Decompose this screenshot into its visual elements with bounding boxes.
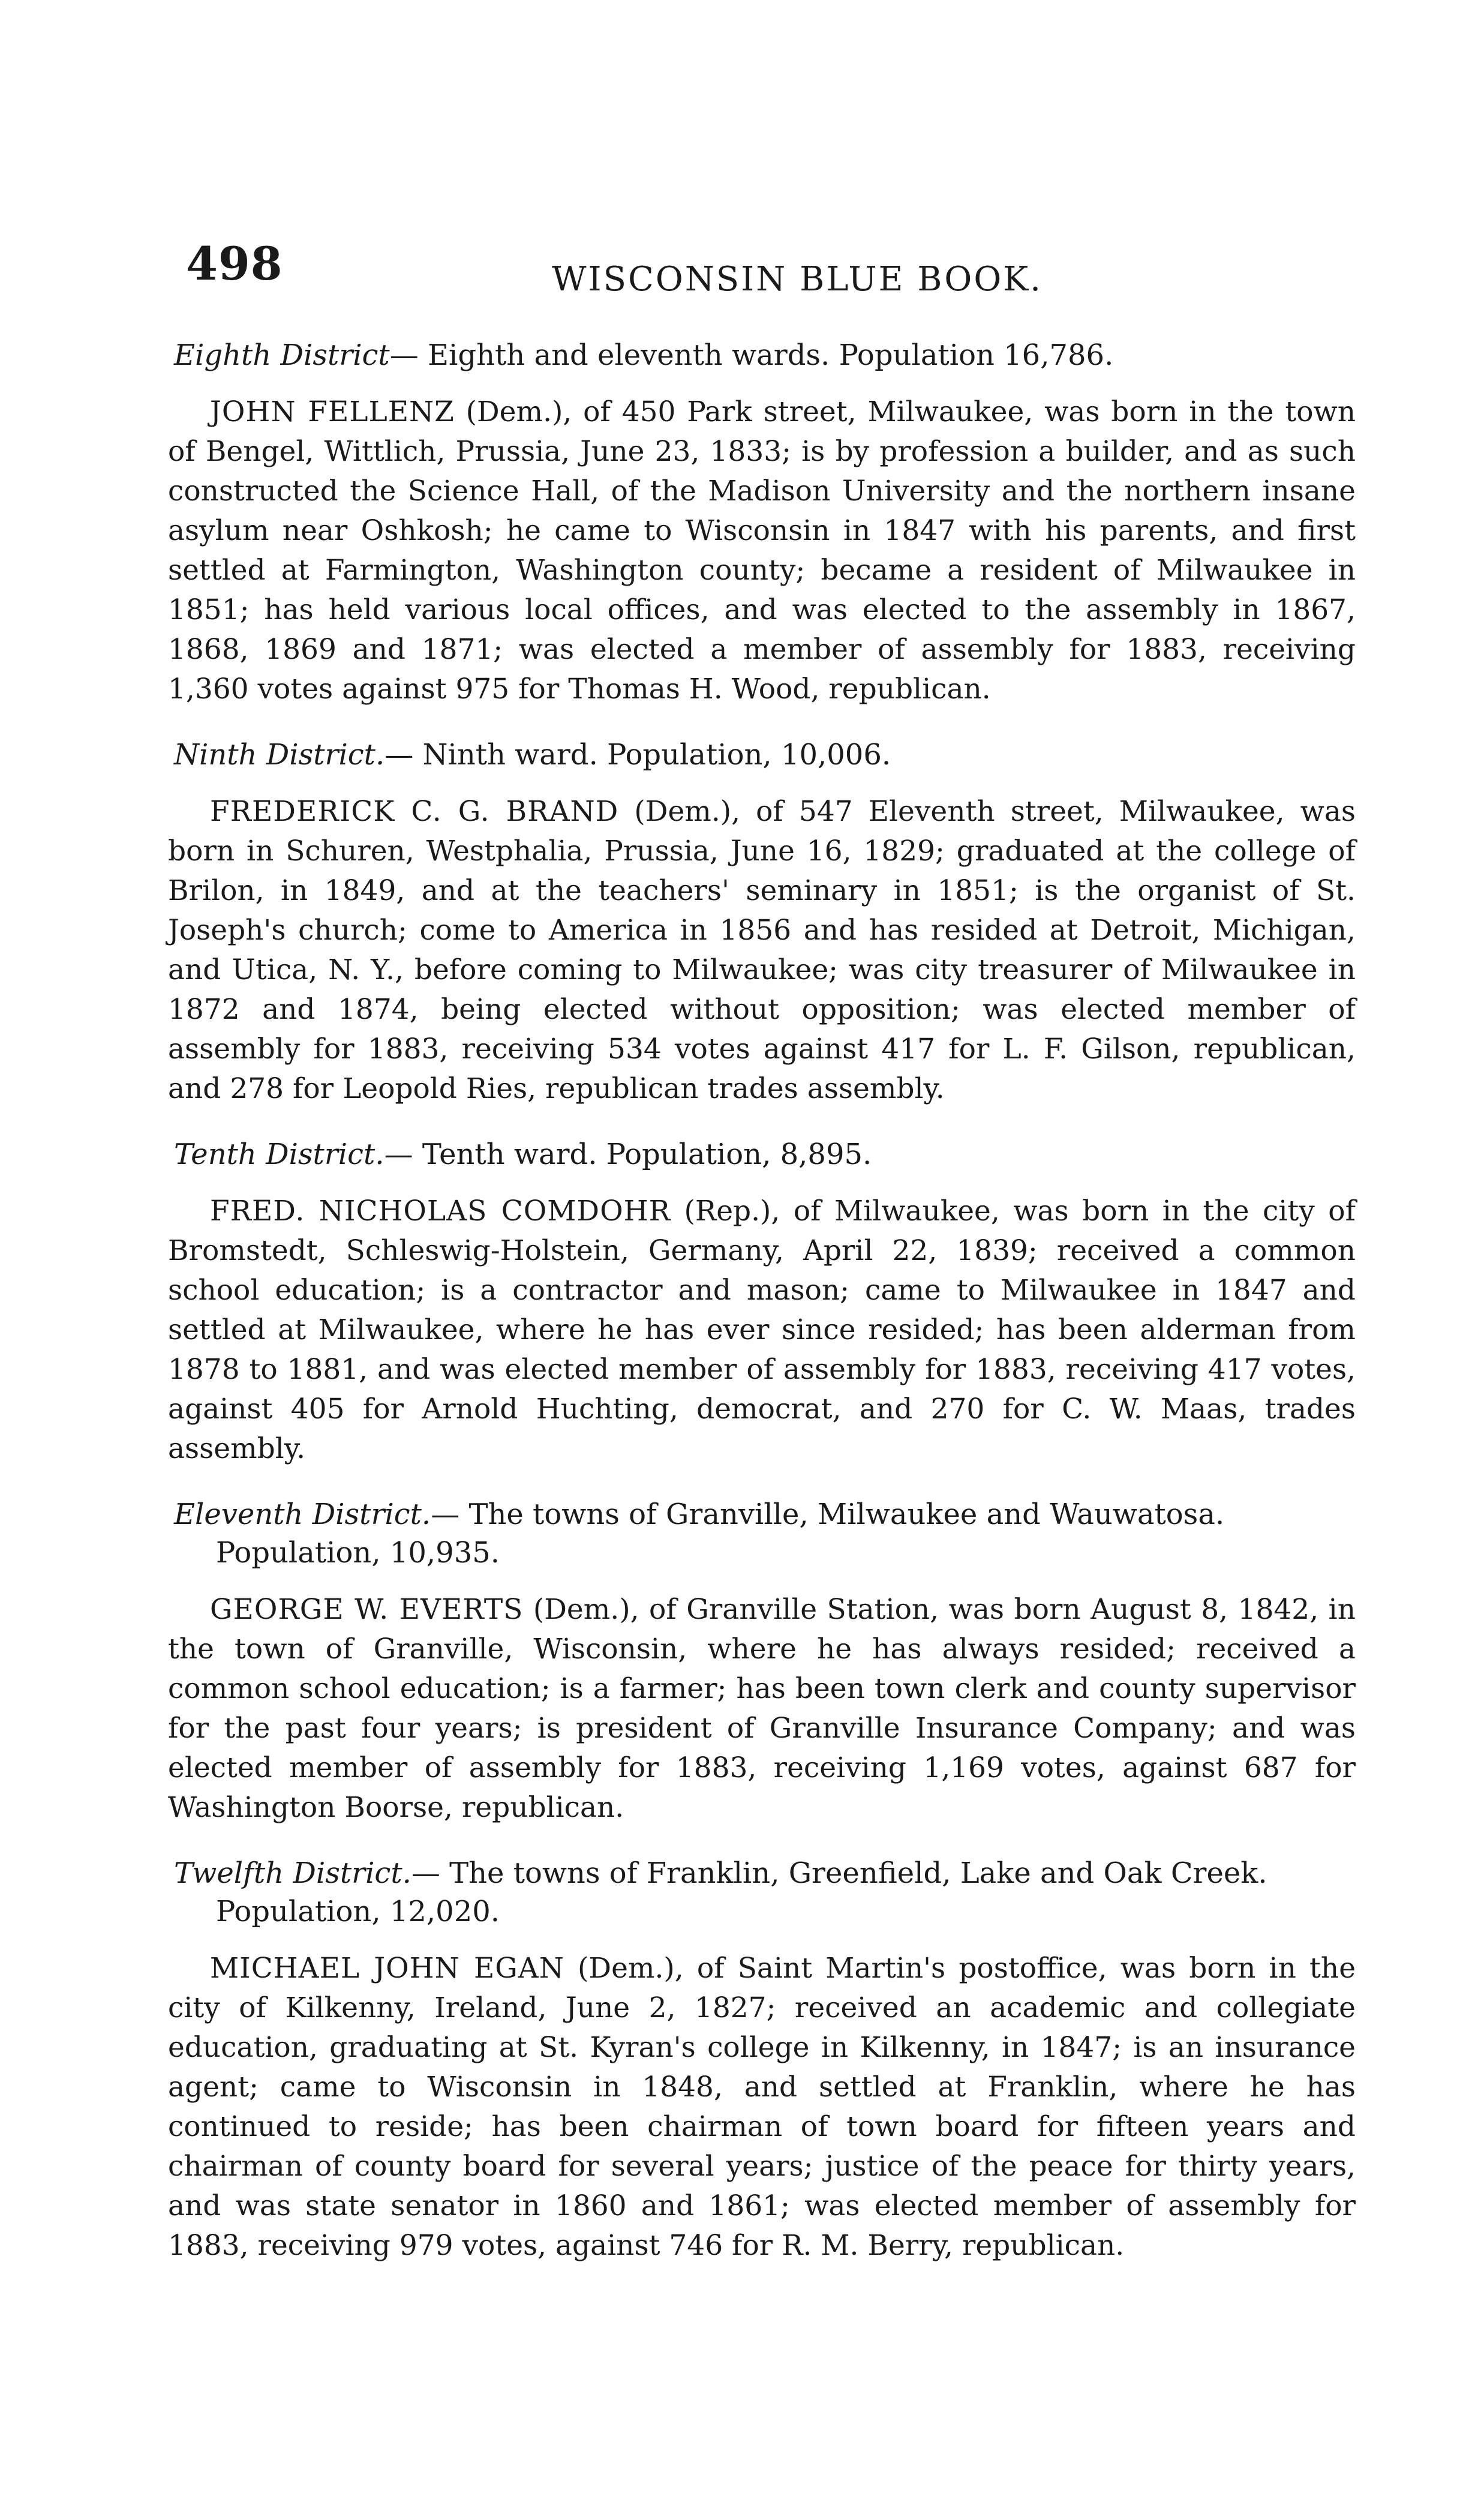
- district-description: — The towns of Franklin, Greenfield, Lake and Oak Creek. Population, 12,020.: [216, 1856, 1267, 1928]
- page-number: 498: [186, 237, 283, 290]
- biography-text: (Dem.), of 547 Eleventh street, Milwaukee, was born in Schuren, Westphalia, Prussia, June 16, 1829; graduated at the college of Brilon, in 1849, and at the teachers' seminary in 1851; is the organist of St. Joseph's church; come to America in 1856 and has resided at Detroit, Michigan, and Utica, N. Y., before coming to Milwaukee; was city treasurer of Milwaukee in 1872 and 1874, being elected without opposition; was elected member of assembly for 1883, receiving 534 votes against 417 for L. F. Gilson, republican, and 278 for Leopold Ries, republican trades assembly.: [168, 795, 1356, 1105]
- member-name: FREDERICK C. G. BRAND: [210, 795, 619, 828]
- member-biography-everts: [168, 1590, 1356, 1828]
- member-biography-egan: [168, 1949, 1356, 2266]
- district-description: — The towns of Granville, Milwaukee and Wauwatosa. Population, 10,935.: [216, 1498, 1225, 1570]
- biography-text: (Dem.), of Granville Station, was born August 8, 1842, in the town of Granville, Wisconsin, where he has always resided; received a common school education; is a farmer; has been town clerk and county supervisor for the past four years; is president of Granville Insurance Company; and was elected member of assembly for 1883, receiving 1,169 votes, against 687 for Washington Boorse, republican.: [168, 1593, 1356, 1824]
- page-header: [180, 237, 1356, 303]
- district-name: Eleventh District.: [174, 1498, 431, 1531]
- member-name: FRED. NICHOLAS COMDOHR: [210, 1195, 671, 1228]
- page-content: [168, 336, 1356, 2292]
- district-name: Eighth District: [174, 338, 390, 372]
- district-description: — Ninth ward. Population, 10,006.: [384, 738, 891, 772]
- district-heading-twelfth: [168, 1854, 1356, 1931]
- member-biography-fellenz: [168, 392, 1356, 709]
- district-name: Ninth District.: [174, 738, 385, 772]
- district-heading-tenth: [168, 1135, 1356, 1174]
- biography-text: (Dem.), of Saint Martin's postoffice, was born in the city of Kilkenny, Ireland, June 2, 1827; received an academic and collegiate education, graduating at St. Kyran's college in Kilkenny, in 1847; is an insurance agent; came to Wisconsin in 1848, and settled at Franklin, where he has continued to reside; has been chairman of town board for fifteen years and chairman of county board for several years; justice of the peace for thirty years, and was state senator in 1860 and 1861; was elected member of assembly for 1883, receiving 979 votes, against 746 for R. M. Berry, republican.: [168, 1952, 1356, 2262]
- district-heading-eighth: [168, 336, 1356, 374]
- biography-text: (Rep.), of Milwaukee, was born in the city of Bromstedt, Schleswig-Holstein, Germany, April 22, 1839; received a common school education; is a contractor and mason; came to Milwaukee in 1847 and settled at Milwaukee, where he has ever since resided; has been alderman from 1878 to 1881, and was elected member of assembly for 1883, receiving 417 votes, against 405 for Arnold Huchting, democrat, and 270 for C. W. Maas, trades assembly.: [168, 1195, 1356, 1465]
- member-name: GEORGE W. EVERTS: [210, 1593, 524, 1626]
- district-description: — Tenth ward. Population, 8,895.: [384, 1138, 872, 1171]
- member-biography-brand: [168, 792, 1356, 1109]
- running-title: WISCONSIN BLUE BOOK.: [552, 260, 1043, 299]
- district-description: — Eighth and eleventh wards. Population 16,786.: [389, 338, 1114, 372]
- member-name: JOHN FELLENZ: [210, 395, 455, 428]
- district-name: Twelfth District.: [174, 1856, 411, 1890]
- district-heading-eleventh: [168, 1495, 1356, 1572]
- member-biography-comdohr: [168, 1192, 1356, 1469]
- member-name: MICHAEL JOHN EGAN: [210, 1952, 564, 1985]
- district-name: Tenth District.: [174, 1138, 384, 1171]
- district-heading-ninth: [168, 736, 1356, 774]
- biography-text: (Dem.), of 450 Park street, Milwaukee, was born in the town of Bengel, Wittlich, Prussia, June 23, 1833; is by profession a builder, and as such constructed the Science Hall, of the Madison University and the northern insane asylum near Oshkosh; he came to Wisconsin in 1847 with his parents, and first settled at Farmington, Washington county; became a resident of Milwaukee in 1851; has held various local offices, and was elected to the assembly in 1867, 1868, 1869 and 1871; was elected a member of assembly for 1883, receiving 1,360 votes against 975 for Thomas H. Wood, republican.: [168, 395, 1356, 706]
